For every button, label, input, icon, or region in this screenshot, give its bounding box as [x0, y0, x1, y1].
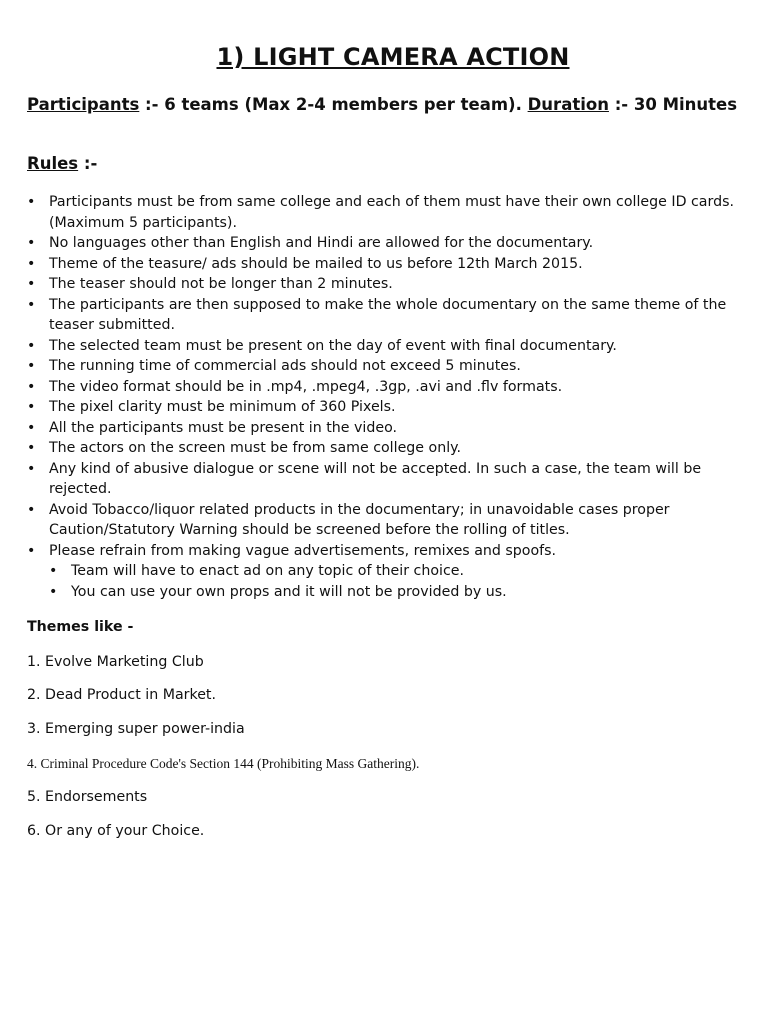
list-item: • The pixel clarity must be minimum of 360 Pixels.: [27, 397, 752, 418]
list-item: • The running time of commercial ads should not exceed 5 minutes.: [27, 356, 752, 377]
list-item: • All the participants must be present in the video.: [27, 418, 752, 439]
rules-suffix: :-: [78, 154, 98, 173]
rules-label: Rules: [27, 154, 79, 173]
participants-label: Participants: [27, 95, 140, 114]
duration-label: Duration: [527, 95, 609, 114]
theme-item: 5. Endorsements: [27, 789, 148, 805]
rules-heading: [27, 154, 97, 173]
list-item: • The actors on the screen must be from same college only.: [27, 438, 752, 459]
list-item: • The selected team must be present on the day of event with final documentary.: [27, 336, 752, 357]
theme-item: 1. Evolve Marketing Club: [27, 654, 204, 670]
participants-text: :- 6 teams (Max 2-4 members per team).: [139, 95, 528, 114]
rules-list: [27, 192, 752, 602]
list-item: [27, 541, 752, 603]
document-title: 1) LIGHT CAMERA ACTION: [216, 43, 570, 71]
sub-list-item: • Team will have to enact ad on any topic of their choice.: [49, 561, 752, 582]
list-item: • The teaser should not be longer than 2 minutes.: [27, 274, 752, 295]
list-item: • Theme of the teasure/ ads should be mailed to us before 12th March 2015.: [27, 254, 752, 275]
themes-heading: Themes like -: [27, 619, 134, 635]
theme-item: 2. Dead Product in Market.: [27, 687, 217, 703]
list-item: • The video format should be in .mp4, .mpeg4, .3gp, .avi and .flv formats.: [27, 377, 752, 398]
sub-list: [49, 561, 752, 602]
participants-line: [27, 93, 747, 116]
theme-item: 3. Emerging super power-india: [27, 721, 245, 737]
list-item: • Participants must be from same college and each of them must have their own college ID cards. (Maximum 5 participants).: [27, 192, 752, 233]
theme-item: 6. Or any of your Choice.: [27, 823, 205, 839]
duration-text: :- 30 Minutes: [608, 95, 738, 114]
list-item: • No languages other than English and Hindi are allowed for the documentary.: [27, 233, 752, 254]
list-item: • The participants are then supposed to make the whole documentary on the same theme of the teaser submitted.: [27, 295, 752, 336]
list-item-text: Please refrain from making vague advertisements, remixes and spoofs.: [49, 542, 557, 559]
list-item: • Any kind of abusive dialogue or scene will not be accepted. In such a case, the team will be rejected.: [27, 459, 752, 500]
theme-item: 4. Criminal Procedure Code's Section 144 (Prohibiting Mass Gathering).: [27, 756, 420, 771]
sub-list-item: • You can use your own props and it will not be provided by us.: [49, 582, 752, 603]
list-item: • Avoid Tobacco/liquor related products in the documentary; in unavoidable cases proper Caution/Statutory Warning should be screened before the rolling of titles.: [27, 500, 752, 541]
